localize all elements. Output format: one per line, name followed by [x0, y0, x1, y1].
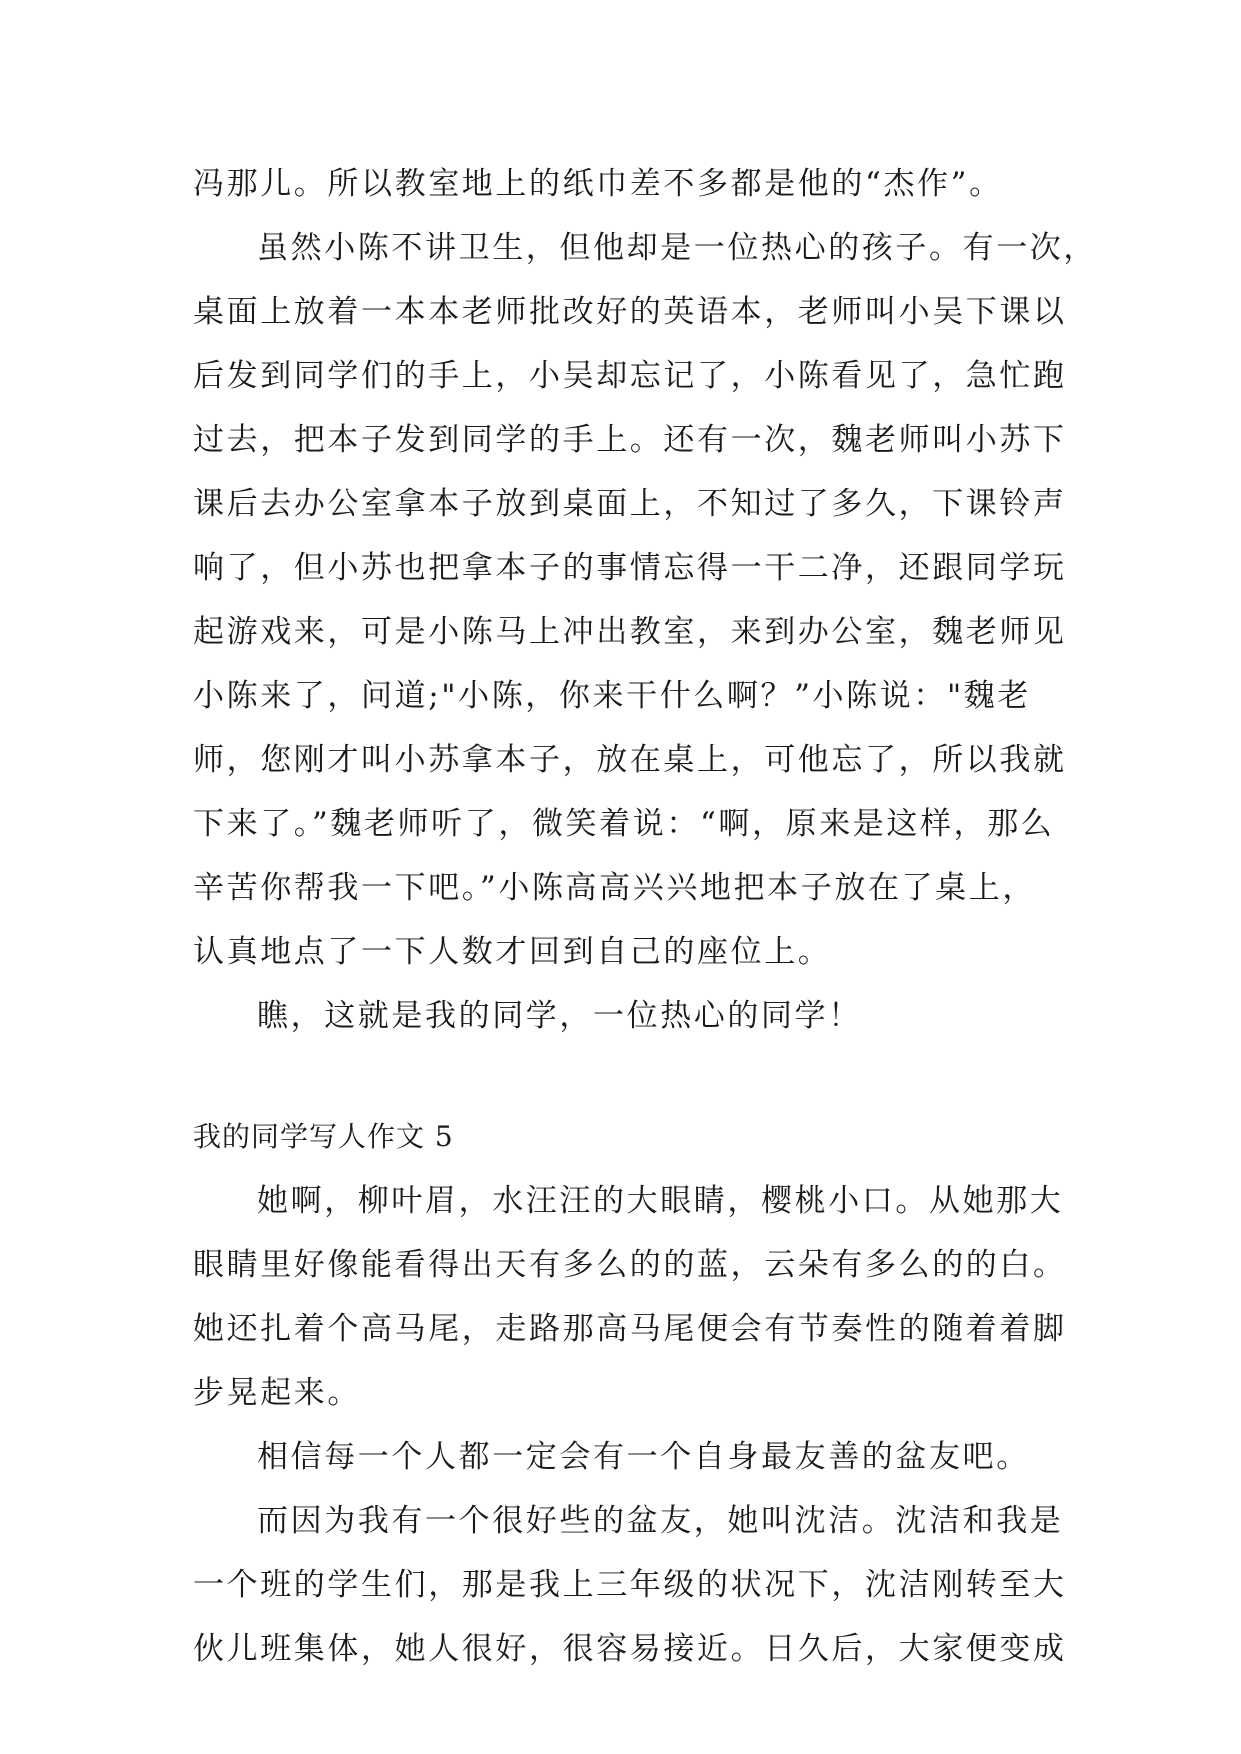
text-line: 认真地点了一下人数才回到自己的座位上。 — [193, 934, 832, 970]
text-line: 后发到同学们的手上，小吴却忘记了，小陈看见了，急忙跑 — [193, 358, 1067, 394]
text-line: 而因为我有一个很好些的盆友，她叫沈洁。沈洁和我是 — [257, 1503, 1064, 1539]
text-line: 她还扎着个高马尾，走路那高马尾便会有节奏性的随着着脚 — [193, 1311, 1067, 1347]
text-line: 起游戏来，可是小陈马上冲出教室，来到办公室，魏老师见 — [193, 614, 1067, 650]
text-line: 她啊，柳叶眉，水汪汪的大眼睛，樱桃小口。从她那大 — [257, 1183, 1064, 1219]
text-line: 师，您刚才叫小苏拿本子，放在桌上，可他忘了，所以我就 — [193, 742, 1067, 778]
text-line: 一个班的学生们，那是我上三年级的状况下，沈洁刚转至大 — [193, 1567, 1067, 1603]
text-line: 过去，把本子发到同学的手上。还有一次，魏老师叫小苏下 — [193, 422, 1067, 458]
text-line: 辛苦你帮我一下吧。”小陈高高兴兴地把本子放在了桌上， — [193, 870, 1036, 906]
text-line: 伙儿班集体，她人很好，很容易接近。日久后，大家便变成 — [193, 1631, 1067, 1667]
text-line: 下来了。”魏老师听了，微笑着说：“啊，原来是这样，那么 — [193, 806, 1055, 842]
text-line: 相信每一个人都一定会有一个自身最友善的盆友吧。 — [257, 1439, 1030, 1475]
text-line: 响了，但小苏也把拿本子的事情忘得一干二净，还跟同学玩 — [193, 550, 1067, 586]
text-line: 课后去办公室拿本子放到桌面上，不知过了多久，下课铃声 — [193, 486, 1067, 522]
text-line: 眼睛里好像能看得出天有多么的的蓝，云朵有多么的的白。 — [193, 1247, 1067, 1283]
text-line: 步晃起来。 — [193, 1375, 361, 1411]
text-line: 虽然小陈不讲卫生，但他却是一位热心的孩子。有一次， — [257, 230, 1097, 266]
text-line: 瞧，这就是我的同学，一位热心的同学！ — [257, 998, 862, 1034]
text-line: 小陈来了，问道;"小陈，你来干什么啊？”小陈说："魏老 — [193, 678, 1032, 714]
text-line: 桌面上放着一本本老师批改好的英语本，老师叫小吴下课以 — [193, 294, 1067, 330]
section-heading: 我的同学写人作文 5 — [193, 1120, 454, 1153]
text-line: 冯那儿。所以教室地上的纸巾差不多都是他的“杰作”。 — [193, 166, 1003, 202]
